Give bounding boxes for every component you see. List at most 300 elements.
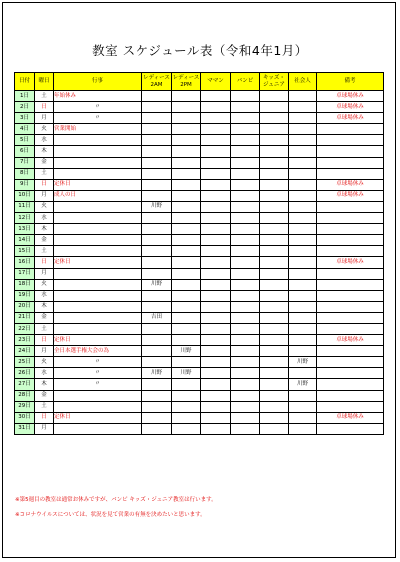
weekday-cell: 水 [35,135,54,146]
table-row [15,190,384,201]
event-cell: 営業開始 [54,124,142,135]
date-cell: 3日 [15,113,35,124]
bambi-cell [231,168,260,179]
remarks-cell: 卓球場休み [317,113,384,124]
adult-cell [289,102,317,113]
adult-cell [289,268,317,279]
table-row [15,279,384,290]
date-cell: 14日 [15,235,35,246]
header-line: ジュニア [263,81,285,88]
date-cell: 13日 [15,224,35,235]
weekday-cell: 土 [35,91,54,102]
adult-cell [289,257,317,268]
date-cell: 16日 [15,257,35,268]
weekday-cell: 月 [35,268,54,279]
kids-junior-cell [260,379,289,390]
ladies-pm-cell [172,213,201,224]
ladies-pm-cell [172,301,201,312]
ladies-am-cell [142,91,172,102]
bambi-cell [231,312,260,323]
date-cell: 22日 [15,323,35,334]
kids-junior-cell [260,390,289,401]
remarks-cell [317,168,384,179]
kids-junior-cell [260,312,289,323]
bambi-cell [231,246,260,257]
header-ladies-pm [172,73,201,91]
table-row [15,357,384,368]
maman-cell [201,335,231,346]
remarks-cell [317,268,384,279]
adult-cell [289,213,317,224]
kids-junior-cell [260,268,289,279]
table-row [15,390,384,401]
bambi-cell [231,135,260,146]
table-row [15,301,384,312]
weekday-cell: 火 [35,201,54,212]
header-maman: ママン [201,73,231,91]
weekday-cell: 日 [35,335,54,346]
ladies-pm-cell [172,201,201,212]
remarks-cell [317,357,384,368]
page-title: 教室 スケジュール表（令和4年1月） [92,43,308,58]
ladies-pm-cell [172,335,201,346]
table-row [15,401,384,412]
event-cell: 成人の日 [54,190,142,201]
header-bambi: バンビ [231,73,260,91]
adult-cell [289,135,317,146]
date-cell: 12日 [15,213,35,224]
kids-junior-cell [260,412,289,423]
ladies-am-cell [142,268,172,279]
bambi-cell [231,102,260,113]
adult-cell [289,346,317,357]
table-row [15,201,384,212]
remarks-cell [317,213,384,224]
weekday-cell: 土 [35,323,54,334]
table-row [15,335,384,346]
maman-cell [201,91,231,102]
adult-cell [289,301,317,312]
date-cell: 28日 [15,390,35,401]
ladies-am-cell [142,235,172,246]
adult-cell [289,246,317,257]
bambi-cell [231,412,260,423]
event-cell [54,201,142,212]
ladies-pm-cell [172,224,201,235]
maman-cell [201,246,231,257]
kids-junior-cell [260,213,289,224]
event-cell [54,102,142,113]
weekday-cell: 木 [35,146,54,157]
table-row [15,113,384,124]
ladies-pm-cell [172,102,201,113]
footnote-corona: ※コロナウイルスについては、状況を見て営業の有無を決めたいと思います。 [15,512,206,518]
weekday-cell: 水 [35,368,54,379]
ladies-pm-cell: 川野 [172,368,201,379]
bambi-cell [231,213,260,224]
kids-junior-cell [260,179,289,190]
ladies-am-cell [142,190,172,201]
ladies-pm-cell [172,235,201,246]
bambi-cell [231,401,260,412]
date-cell: 30日 [15,412,35,423]
bambi-cell [231,235,260,246]
weekday-cell: 金 [35,157,54,168]
event-cell [54,279,142,290]
ladies-am-cell: 川野 [142,368,172,379]
maman-cell [201,423,231,434]
table-row [15,157,384,168]
ladies-am-cell [142,246,172,257]
kids-junior-cell [260,357,289,368]
ladies-am-cell [142,301,172,312]
ladies-am-cell [142,412,172,423]
kids-junior-cell [260,91,289,102]
weekday-cell: 日 [35,257,54,268]
event-cell [54,323,142,334]
maman-cell [201,257,231,268]
event-cell [54,135,142,146]
remarks-cell: 卓球場休み [317,102,384,113]
ladies-pm-cell [172,179,201,190]
table-row [15,235,384,246]
remarks-cell: 卓球場休み [317,257,384,268]
footnote-fifth-week: ※第5週目の教室は通常お休みですが、バンビ キッズ・ジュニア教室は行います。 [15,497,217,503]
date-cell: 20日 [15,301,35,312]
table-row [15,423,384,434]
table-row [15,146,384,157]
bambi-cell [231,257,260,268]
weekday-cell: 月 [35,190,54,201]
kids-junior-cell [260,246,289,257]
ladies-am-cell [142,290,172,301]
kids-junior-cell [260,124,289,135]
kids-junior-cell [260,146,289,157]
date-cell: 31日 [15,423,35,434]
event-cell [54,168,142,179]
remarks-cell [317,323,384,334]
event-cell [54,224,142,235]
kids-junior-cell [260,157,289,168]
header-line: キッズ・ [263,75,285,81]
remarks-cell: 卓球場休み [317,91,384,102]
adult-cell [289,235,317,246]
remarks-cell [317,279,384,290]
bambi-cell [231,279,260,290]
table-row [15,179,384,190]
header-kids-junior [260,73,289,91]
remarks-cell [317,146,384,157]
maman-cell [201,201,231,212]
date-cell: 15日 [15,246,35,257]
adult-cell [289,312,317,323]
remarks-cell [317,379,384,390]
weekday-cell: 金 [35,235,54,246]
event-cell [54,268,142,279]
ladies-pm-cell [172,357,201,368]
kids-junior-cell [260,301,289,312]
table-row [15,213,384,224]
date-cell: 21日 [15,312,35,323]
adult-cell [289,146,317,157]
event-cell [54,423,142,434]
weekday-cell: 金 [35,312,54,323]
kids-junior-cell [260,168,289,179]
table-row [15,412,384,423]
bambi-cell [231,290,260,301]
event-cell [54,146,142,157]
date-cell: 4日 [15,124,35,135]
ladies-pm-cell [172,423,201,434]
header-date: 日付 [15,73,35,91]
table-row [15,379,384,390]
kids-junior-cell [260,368,289,379]
remarks-cell [317,135,384,146]
adult-cell [289,190,317,201]
kids-junior-cell [260,102,289,113]
remarks-cell [317,301,384,312]
weekday-cell: 日 [35,412,54,423]
kids-junior-cell [260,279,289,290]
remarks-cell [317,312,384,323]
event-cell [54,357,142,368]
remarks-cell [317,290,384,301]
maman-cell [201,323,231,334]
schedule-sheet [2,2,396,558]
kids-junior-cell [260,346,289,357]
weekday-cell: 月 [35,113,54,124]
weekday-cell: 月 [35,346,54,357]
date-cell: 29日 [15,401,35,412]
ladies-am-cell [142,224,172,235]
event-cell [54,390,142,401]
ladies-am-cell [142,179,172,190]
maman-cell [201,146,231,157]
remarks-cell [317,124,384,135]
table-row [15,246,384,257]
weekday-cell: 土 [35,401,54,412]
bambi-cell [231,335,260,346]
bambi-cell [231,146,260,157]
adult-cell [289,113,317,124]
date-cell: 18日 [15,279,35,290]
date-cell: 11日 [15,201,35,212]
remarks-cell [317,401,384,412]
weekday-cell: 日 [35,102,54,113]
remarks-cell [317,201,384,212]
header-weekday: 曜日 [35,73,54,91]
remarks-cell [317,157,384,168]
weekday-cell: 木 [35,379,54,390]
kids-junior-cell [260,323,289,334]
table-row [15,224,384,235]
event-cell [54,113,142,124]
maman-cell [201,279,231,290]
ladies-pm-cell [172,312,201,323]
header-ladies-am [142,73,172,91]
ditto-mark: 〃 [94,114,101,121]
adult-cell [289,335,317,346]
event-cell [54,379,142,390]
ladies-am-cell [142,390,172,401]
remarks-cell: 卓球場休み [317,335,384,346]
date-cell: 9日 [15,179,35,190]
maman-cell [201,157,231,168]
adult-cell [289,401,317,412]
remarks-cell: 卓球場休み [317,179,384,190]
remarks-cell: 卓球場休み [317,412,384,423]
date-cell: 24日 [15,346,35,357]
ladies-pm-cell [172,390,201,401]
bambi-cell [231,224,260,235]
header-adult: 社会人 [289,73,317,91]
weekday-cell: 水 [35,290,54,301]
maman-cell [201,268,231,279]
ladies-am-cell [142,401,172,412]
bambi-cell [231,190,260,201]
maman-cell [201,213,231,224]
weekday-cell: 日 [35,179,54,190]
kids-junior-cell [260,190,289,201]
date-cell: 27日 [15,379,35,390]
maman-cell [201,312,231,323]
ladies-am-cell [142,146,172,157]
date-cell: 25日 [15,357,35,368]
ladies-pm-cell [172,135,201,146]
adult-cell [289,224,317,235]
bambi-cell [231,124,260,135]
adult-cell [289,179,317,190]
event-cell: 定休日 [54,257,142,268]
adult-cell [289,423,317,434]
table-row [15,102,384,113]
ladies-pm-cell [172,401,201,412]
maman-cell [201,102,231,113]
adult-cell [289,390,317,401]
maman-cell [201,179,231,190]
remarks-cell [317,423,384,434]
adult-cell [289,290,317,301]
ladies-am-cell [142,113,172,124]
ladies-am-cell [142,213,172,224]
date-cell: 19日 [15,290,35,301]
event-cell: 定休日 [54,335,142,346]
kids-junior-cell [260,257,289,268]
maman-cell [201,390,231,401]
header-line: レディース [172,75,200,81]
table-row [15,290,384,301]
header-event: 行事 [54,73,142,91]
ditto-mark: 〃 [94,358,101,365]
maman-cell [201,346,231,357]
table-row [15,323,384,334]
ladies-am-cell [142,124,172,135]
event-cell [54,401,142,412]
table-row [15,257,384,268]
adult-cell: 川野 [289,379,317,390]
remarks-cell [317,246,384,257]
ladies-pm-cell [172,124,201,135]
ladies-pm-cell [172,290,201,301]
event-cell [54,290,142,301]
ladies-pm-cell [172,379,201,390]
date-cell: 7日 [15,157,35,168]
ditto-mark: 〃 [94,369,101,376]
remarks-cell [317,368,384,379]
maman-cell [201,368,231,379]
ladies-am-cell [142,257,172,268]
event-cell: 年始休み [54,91,142,102]
bambi-cell [231,157,260,168]
header-line: 2AM [150,81,163,88]
table-row [15,124,384,135]
bambi-cell [231,301,260,312]
maman-cell [201,357,231,368]
ladies-am-cell: 川野 [142,201,172,212]
date-cell: 26日 [15,368,35,379]
adult-cell: 川野 [289,357,317,368]
bambi-cell [231,268,260,279]
ladies-pm-cell [172,113,201,124]
weekday-cell: 金 [35,390,54,401]
bambi-cell [231,346,260,357]
table-row [15,91,384,102]
adult-cell [289,201,317,212]
table-row [15,168,384,179]
ladies-pm-cell [172,246,201,257]
kids-junior-cell [260,423,289,434]
date-cell: 8日 [15,168,35,179]
adult-cell [289,412,317,423]
maman-cell [201,379,231,390]
adult-cell [289,368,317,379]
table-row [15,268,384,279]
maman-cell [201,412,231,423]
table-row [15,346,384,357]
weekday-cell: 木 [35,224,54,235]
event-cell [54,213,142,224]
bambi-cell [231,357,260,368]
kids-junior-cell [260,335,289,346]
ladies-pm-cell [172,279,201,290]
ladies-am-cell [142,346,172,357]
maman-cell [201,168,231,179]
event-cell: 定休日 [54,412,142,423]
maman-cell [201,224,231,235]
ladies-am-cell [142,168,172,179]
header-row [15,73,384,91]
ladies-pm-cell [172,146,201,157]
adult-cell [289,279,317,290]
remarks-cell: 卓球場休み [317,190,384,201]
ladies-pm-cell [172,91,201,102]
maman-cell [201,113,231,124]
kids-junior-cell [260,401,289,412]
ladies-am-cell [142,335,172,346]
schedule-table [14,72,384,435]
ladies-am-cell [142,102,172,113]
bambi-cell [231,423,260,434]
remarks-cell [317,224,384,235]
ladies-pm-cell [172,412,201,423]
kids-junior-cell [260,224,289,235]
adult-cell [289,157,317,168]
ladies-pm-cell [172,268,201,279]
table-row [15,135,384,146]
adult-cell [289,124,317,135]
ladies-pm-cell: 川野 [172,346,201,357]
weekday-cell: 木 [35,301,54,312]
